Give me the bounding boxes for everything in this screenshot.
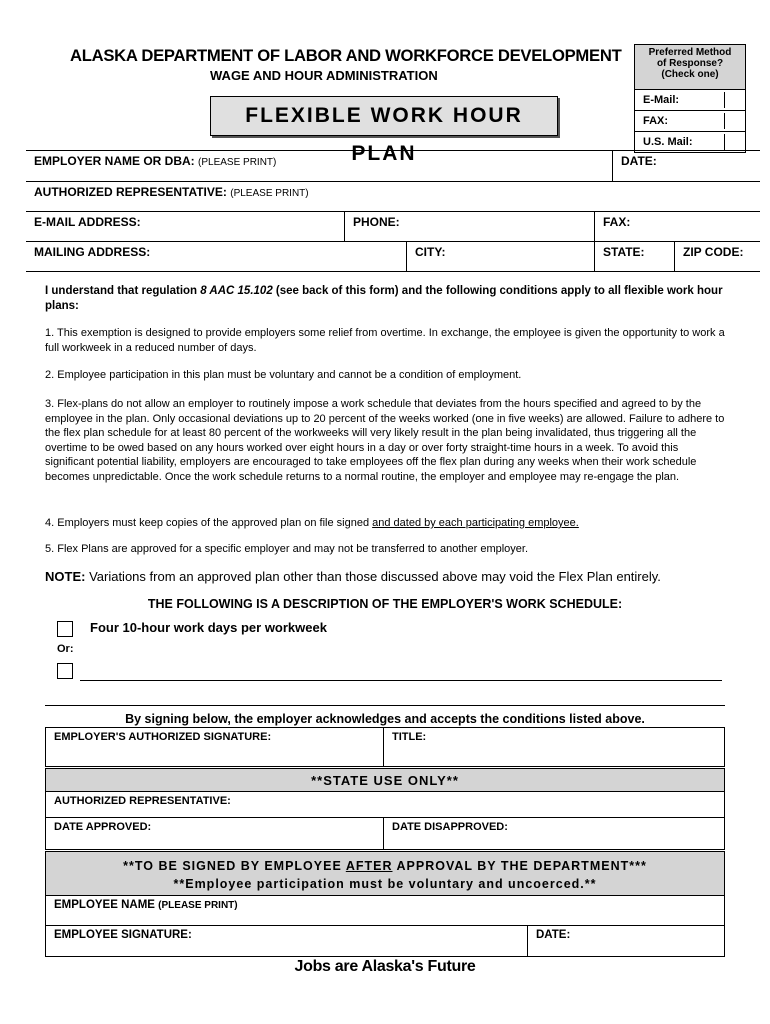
state-auth-rep-label: AUTHORIZED REPRESENTATIVE: [54, 795, 231, 807]
email-label: E-MAIL ADDRESS: [34, 215, 141, 229]
preferred-method-heading [635, 45, 745, 89]
email-field[interactable] [26, 211, 344, 241]
title-field[interactable] [384, 728, 724, 766]
employee-heading [46, 857, 724, 875]
phone-field[interactable] [344, 211, 594, 241]
employee-signature-row [45, 925, 725, 957]
state-field[interactable] [594, 241, 674, 271]
employee-heading-pre: **TO BE SIGNED BY EMPLOYEE [123, 859, 346, 873]
fax-field[interactable] [594, 211, 760, 241]
option-four-ten-label: Four 10-hour work days per workweek [90, 620, 327, 635]
please-print-note: (PLEASE PRINT) [198, 157, 277, 168]
intro-pre: I understand that regulation [45, 285, 201, 297]
pref-fax-label: FAX: [643, 115, 669, 127]
employer-name-label: EMPLOYER NAME OR DBA: [34, 154, 195, 168]
option-four-ten-checkbox[interactable] [57, 621, 73, 637]
option-other-checkbox[interactable] [57, 663, 73, 679]
schedule-heading: THE FOLLOWING IS A DESCRIPTION OF THE EMPLOYER'S WORK SCHEDULE: [147, 597, 623, 611]
department-name: ALASKA DEPARTMENT OF LABOR AND WORKFORCE DEVELOPMENT [70, 46, 622, 65]
phone-label: PHONE: [353, 215, 400, 229]
employee-name-note: (PLEASE PRINT) [158, 900, 238, 911]
condition-1: 1. This exemption is designed to provide employers some relief from overtime. In exchange, the employee is given the opportunity to work a full workweek in a reduced number of days. [45, 327, 725, 354]
employee-heading-after: AFTER [345, 859, 393, 873]
pref-heading-line3: (Check one) [661, 69, 719, 80]
pref-fax-checkbox[interactable] [724, 113, 743, 129]
employee-heading-box [45, 851, 725, 896]
condition-5: 5. Flex Plans are approved for a specific employer and may not be transferred to another employer. [45, 543, 529, 555]
pref-mail-label: U.S. Mail: [643, 136, 693, 148]
employee-signature-field[interactable] [46, 926, 528, 956]
pref-option-email [635, 89, 745, 110]
date-field[interactable] [612, 150, 760, 181]
zip-field[interactable] [674, 241, 760, 271]
row-employer-name [26, 150, 760, 182]
pref-option-fax [635, 110, 745, 131]
employee-name-label: EMPLOYEE NAME [54, 899, 155, 911]
date-disapproved-label: DATE DISAPPROVED: [392, 821, 508, 833]
other-schedule-line[interactable] [80, 680, 722, 681]
pref-mail-checkbox[interactable] [724, 134, 743, 150]
employee-date-label: DATE: [536, 929, 571, 941]
footer-slogan: Jobs are Alaska's Future [294, 958, 476, 975]
city-field[interactable] [406, 241, 594, 271]
employee-name-label-wrap [46, 896, 724, 914]
auth-rep-field[interactable] [26, 181, 760, 211]
row-auth-rep [26, 181, 760, 212]
state-use-heading: **STATE USE ONLY** [45, 768, 725, 792]
fax-label: FAX: [603, 215, 631, 229]
zip-label: ZIP CODE: [683, 245, 744, 259]
pref-email-checkbox[interactable] [724, 92, 743, 108]
title-label: TITLE: [392, 731, 427, 743]
state-label: STATE: [603, 245, 645, 259]
ack-text: By signing below, the employer acknowledges and accepts the conditions listed above. [125, 712, 645, 726]
pref-email-label: E-Mail: [643, 94, 680, 106]
note-label: NOTE: [45, 569, 86, 584]
condition-3: 3. Flex-plans do not allow an employer to routinely impose a work schedule that deviates from the hours specified and agreed to by the employee in the plan. Only occasional deviations up to 20 percent of the weeks worked (one in five weeks) are allowed. Failure to adhere to the flex plan schedule for at least 80 percent of the workweeks will very likely result in the plan being invalidated, thus triggering all the overtime to be owed based on any hours worked over eight hours in a day or over forty straight-time hours in a week. To avoid this significant potential liability, employers are encouraged to take employees off the flex plan during any weeks when their work schedule becomes unpredictable. Once the work schedule returns to a normal routine, the employer and employee may re-engage the plan. [45, 398, 725, 483]
date-approved-field[interactable] [46, 818, 384, 849]
condition-2: 2. Employee participation in this plan must be voluntary and cannot be a condition of employment. [45, 369, 522, 381]
or-label: Or: [57, 643, 74, 655]
condition-4-underlined: and dated by each participating employee. [372, 517, 579, 529]
intro-paragraph [45, 284, 725, 313]
auth-rep-label: AUTHORIZED REPRESENTATIVE: [34, 185, 227, 199]
intro-regulation: 8 AAC 15.102 [200, 285, 273, 297]
row-address [26, 241, 760, 272]
condition-4 [45, 516, 725, 531]
employer-signature-table [45, 727, 725, 767]
divider-line [45, 705, 725, 706]
employer-signature-field[interactable] [46, 728, 384, 766]
condition-4-text: 4. Employers must keep copies of the approved plan on file signed [45, 517, 373, 529]
pref-heading-line1: Preferred Method [648, 47, 732, 58]
mailing-label: MAILING ADDRESS: [34, 245, 151, 259]
state-dates-row [45, 817, 725, 850]
employee-subheading: **Employee participation must be voluntary and uncoerced.** [173, 877, 597, 891]
preferred-method-box [634, 44, 746, 153]
mailing-field[interactable] [26, 241, 406, 271]
division-name: WAGE AND HOUR ADMINISTRATION [210, 68, 438, 83]
employee-signature-label: EMPLOYEE SIGNATURE: [54, 929, 192, 941]
pref-option-mail [635, 131, 745, 152]
city-label: CITY: [415, 245, 446, 259]
please-print-note-2: (PLEASE PRINT) [230, 188, 309, 199]
employee-heading-post: APPROVAL BY THE DEPARTMENT*** [392, 859, 647, 873]
date-approved-label: DATE APPROVED: [54, 821, 152, 833]
intro-post: (see back of this form) and the following conditions apply to all flexible work hour plans: [45, 285, 723, 312]
row-contact [26, 211, 760, 242]
note [45, 569, 745, 584]
employer-name-field[interactable] [26, 150, 612, 181]
note-text: Variations from an approved plan other than those discussed above may void the Flex Plan entirely. [85, 569, 661, 584]
employee-date-field[interactable] [528, 926, 724, 956]
form-title: FLEXIBLE WORK HOUR PLAN [245, 104, 523, 165]
employee-name-field[interactable] [45, 895, 725, 926]
employer-signature-label: EMPLOYER'S AUTHORIZED SIGNATURE: [54, 731, 272, 743]
date-disapproved-field[interactable] [384, 818, 724, 849]
pref-heading-line2: of Response? [656, 58, 724, 69]
date-label: DATE: [621, 154, 657, 168]
state-auth-rep-field[interactable] [45, 791, 725, 818]
